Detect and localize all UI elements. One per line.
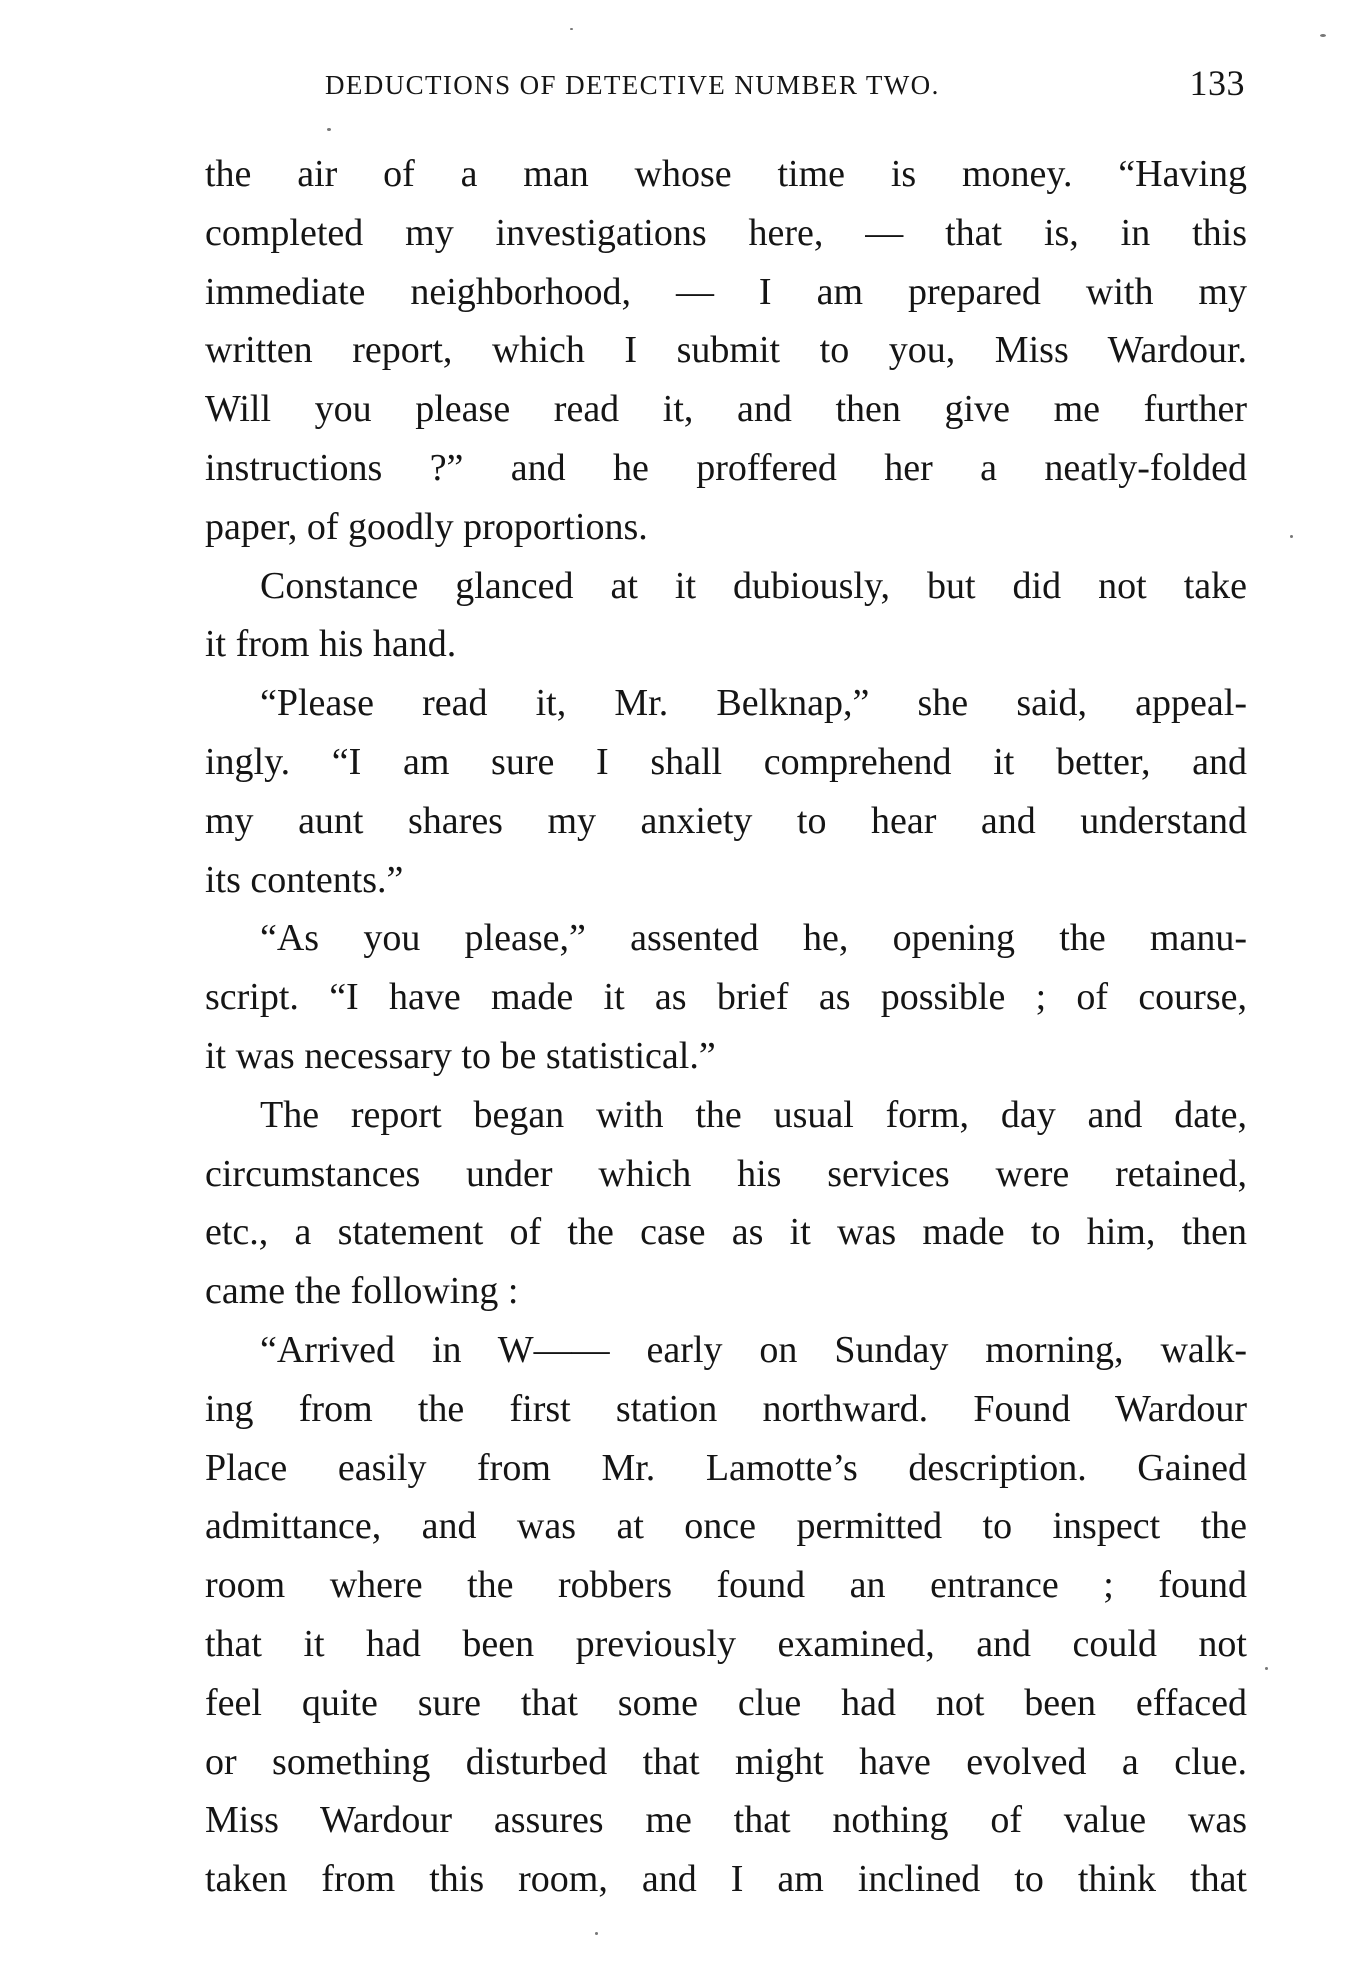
text-line: paper, of goodly proportions. [205, 505, 648, 548]
text-line: Will you please read it, and then give me further [205, 388, 1247, 431]
text-line: “Arrived in W—— early on Sunday morning, walk- [260, 1328, 1247, 1371]
text-line: ing from the first station northward. Found Wardour [205, 1387, 1247, 1430]
text-line: “Please read it, Mr. Belknap,” she said, appeal- [260, 682, 1247, 725]
text-line: etc., a statement of the case as it was made to him, then [205, 1211, 1247, 1254]
text-line: immediate neighborhood, — I am prepared with my [205, 270, 1247, 313]
text-line: the air of a man whose time is money. “Having [205, 153, 1247, 195]
body-text [205, 145, 1247, 1909]
text-line: its contents.” [205, 858, 404, 901]
text-line: admittance, and was at once permitted to inspect the [205, 1505, 1247, 1548]
text-line: or something disturbed that might have evolved a clue. [205, 1740, 1247, 1783]
text-line: came the following : [205, 1270, 519, 1313]
text-line: that it had been previously examined, and could not [205, 1622, 1247, 1665]
running-head [205, 60, 1247, 110]
text-line: The report began with the usual form, day and date, [260, 1093, 1247, 1136]
text-line: taken from this room, and I am inclined to think that [205, 1858, 1247, 1901]
text-line: Place easily from Mr. Lamotte’s description. Gained [205, 1446, 1247, 1489]
scan-speck [1290, 535, 1293, 538]
text-line: written report, which I submit to you, Miss Wardour. [205, 329, 1247, 372]
scan-speck [1320, 34, 1326, 37]
scan-speck [327, 128, 331, 131]
text-line: circumstances under which his services were retained, [205, 1152, 1247, 1195]
text-line: ingly. “I am sure I shall comprehend it better, and [205, 740, 1247, 783]
text-line: Miss Wardour assures me that nothing of value was [205, 1799, 1247, 1842]
page-number: 133 [1189, 63, 1245, 103]
text-line: script. “I have made it as brief as possible ; of course, [205, 976, 1247, 1019]
running-title: DEDUCTIONS OF DETECTIVE NUMBER TWO. [325, 70, 940, 100]
text-line: it was necessary to be statistical.” [205, 1034, 716, 1077]
scan-speck [1265, 1667, 1268, 1670]
scan-speck [595, 1932, 598, 1935]
scan-speck [570, 28, 573, 30]
text-line: my aunt shares my anxiety to hear and understand [205, 799, 1247, 842]
text-line: feel quite sure that some clue had not been effaced [205, 1681, 1247, 1724]
text-line: room where the robbers found an entrance ; found [205, 1564, 1247, 1607]
text-line: it from his hand. [205, 623, 457, 666]
text-line: instructions ?” and he proffered her a neatly-folded [205, 446, 1247, 489]
text-line: “As you please,” assented he, opening the manu- [260, 917, 1247, 960]
text-line: completed my investigations here, — that is, in this [205, 211, 1247, 254]
text-line: Constance glanced at it dubiously, but did not take [260, 564, 1247, 607]
